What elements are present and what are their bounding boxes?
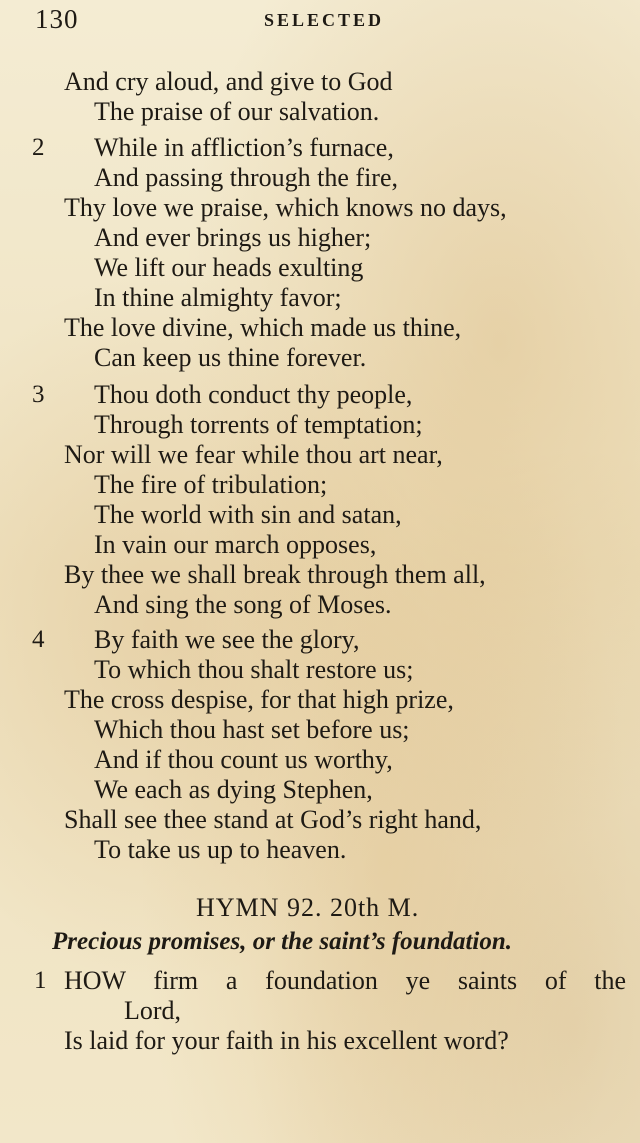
verse-line: In thine almighty favor;: [94, 283, 342, 312]
verse-line: The cross despise, for that high prize,: [64, 685, 454, 714]
running-head: SELECTED: [264, 10, 385, 30]
verse-number: 2: [32, 134, 45, 161]
hymn-line: Is laid for your faith in his excellent word?: [64, 1026, 509, 1055]
verse-line: Thou doth conduct thy people,: [94, 380, 413, 409]
verse-line: Which thou hast set before us;: [94, 715, 410, 744]
verse-line: While in affliction’s furnace,: [94, 133, 394, 162]
verse-line: Can keep us thine forever.: [94, 343, 367, 372]
verse-line: We lift our heads exulting: [94, 253, 364, 282]
hymn-line: HOW firm a foundation ye saints of the: [64, 966, 626, 995]
verse-line: To take us up to heaven.: [94, 835, 347, 864]
verse-line: By thee we shall break through them all,: [64, 560, 486, 589]
hymn-title: HYMN 92. 20th M.: [196, 893, 420, 922]
verse-line: Thy love we praise, which knows no days,: [64, 193, 507, 222]
verse-line: The love divine, which made us thine,: [64, 313, 462, 342]
verse-line: To which thou shalt restore us;: [94, 655, 414, 684]
verse-line: We each as dying Stephen,: [94, 775, 373, 804]
verse-line: Through torrents of temptation;: [94, 410, 423, 439]
verse-line: And ever brings us higher;: [94, 223, 372, 252]
verse-number: 3: [32, 381, 45, 408]
verse-number: 4: [32, 626, 45, 653]
verse-line: By faith we see the glory,: [94, 625, 360, 654]
verse-line: In vain our march opposes,: [94, 530, 377, 559]
verse-line: And sing the song of Moses.: [94, 590, 392, 619]
verse-number: 1: [34, 967, 47, 994]
verse-line: Shall see thee stand at God’s right hand,: [64, 805, 482, 834]
verse-line: Nor will we fear while thou art near,: [64, 440, 443, 469]
verse-line: The fire of tribulation;: [94, 470, 328, 499]
hymn-line: Lord,: [124, 996, 182, 1025]
verse-line: And if thou count us worthy,: [94, 745, 393, 774]
verse-line: And cry aloud, and give to God: [64, 67, 393, 96]
hymn-subtitle: Precious promises, or the saint’s foundation.: [52, 928, 513, 955]
verse-line: The praise of our salvation.: [94, 97, 380, 126]
page-number: 130: [35, 4, 79, 34]
verse-line: And passing through the fire,: [94, 163, 399, 192]
verse-line: The world with sin and satan,: [94, 500, 402, 529]
